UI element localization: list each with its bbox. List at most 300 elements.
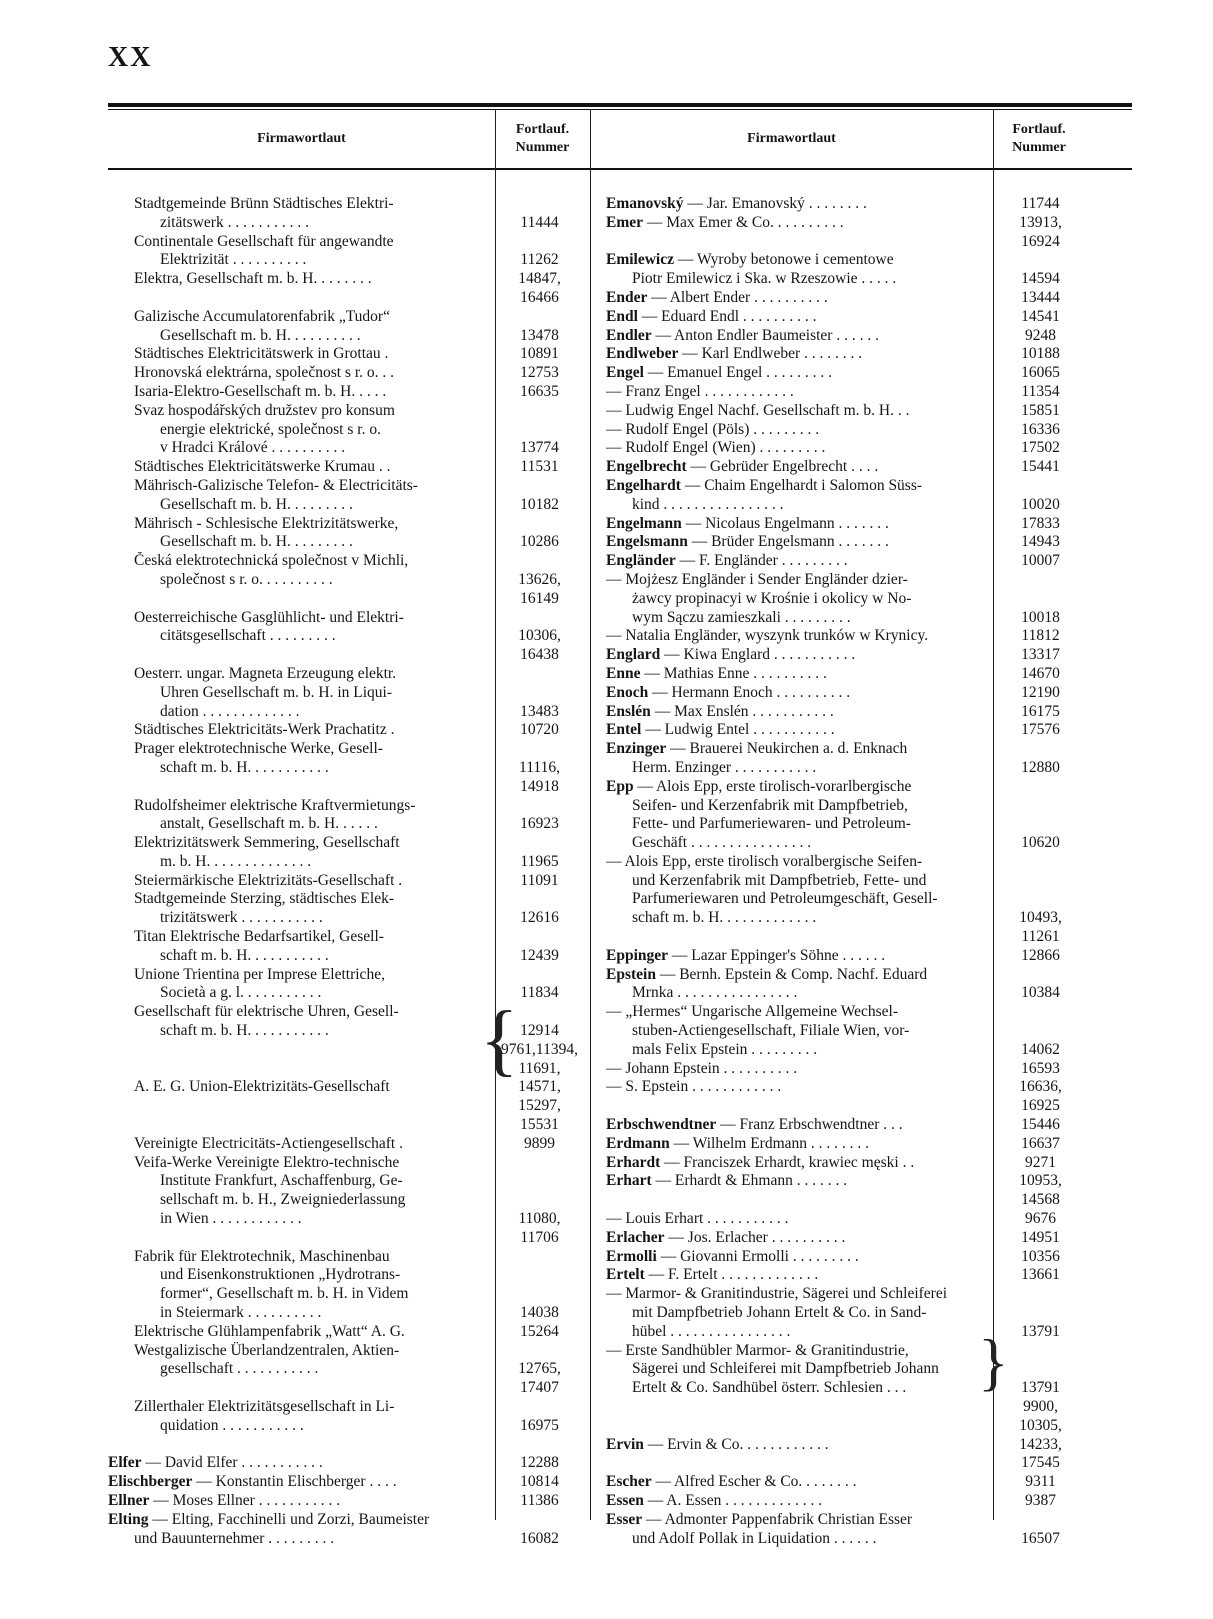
entry-row (606, 289, 1088, 308)
entry-row (606, 1398, 1088, 1417)
entry-row (108, 270, 593, 289)
entry-row (606, 759, 1088, 778)
entry-text: schaft m. b. H. . . . . . . . . . . (160, 946, 329, 964)
entry-text: Sägerei und Schleiferei mit Dampfbetrieb Johann (632, 1360, 939, 1378)
entry-row (606, 1097, 1088, 1116)
entry-row (108, 439, 593, 458)
entry-text: — Rudolf Engel (Wien) . . . . . . . . . (606, 439, 826, 457)
entry-keyword: Emilewicz (606, 251, 675, 269)
entry-text: quidation . . . . . . . . . . . (160, 1416, 304, 1434)
entry-name (606, 1436, 993, 1455)
entry-text: Elektra, Gesellschaft m. b. H. . . . . . . . (134, 270, 372, 288)
entry-number (492, 421, 587, 440)
entry-row (606, 1360, 1088, 1379)
entry-row (606, 1060, 1088, 1079)
entry-text: Hronovská elektrárna, společnost s r. o. . . (134, 364, 394, 382)
entry-number: 10493, (1019, 909, 1062, 927)
entry-name (606, 1323, 993, 1342)
entry-text: former“, Gesellschaft m. b. H. in Videm (160, 1285, 409, 1303)
entry-text: schaft m. b. H. . . . . . . . . . . (160, 1022, 329, 1040)
entry-name (606, 759, 993, 778)
entry-row (108, 1511, 593, 1530)
entry-keyword: Erhardt (606, 1153, 661, 1171)
entry-number: 9899 (524, 1134, 555, 1152)
entry-text: — Gebrüder Engelbrecht . . . . (690, 458, 879, 476)
entry-name (606, 1398, 993, 1417)
entry-name (108, 928, 492, 947)
entry-text: Zillerthaler Elektrizitätsgesellschaft in Li- (134, 1398, 395, 1415)
entry-number (993, 1511, 1088, 1530)
entry-row (606, 966, 1088, 985)
entry-text: Galizische Accumulatorenfabrik „Tudor“ (134, 307, 390, 325)
entry-number: 16636, (1019, 1078, 1062, 1096)
entry-name (108, 703, 492, 722)
entry-row (606, 703, 1088, 722)
entry-number (492, 1342, 587, 1361)
entry-keyword: Enslén (606, 702, 651, 720)
entry-name (606, 1360, 993, 1379)
entry-name (606, 1492, 993, 1511)
entry-number: 13774 (520, 439, 559, 457)
entry-name (606, 345, 993, 364)
entry-name (606, 496, 993, 515)
entry-row (606, 1003, 1088, 1022)
entry-keyword: Epstein (606, 965, 656, 983)
entry-row (108, 853, 593, 872)
entry-name (606, 1172, 993, 1191)
entry-name (108, 251, 492, 270)
entry-text: — Lazar Eppinger's Söhne . . . . . . (671, 946, 886, 964)
entry-text: — Kiwa Englard . . . . . . . . . . . (664, 646, 856, 664)
entry-name (606, 797, 993, 816)
entry-text: společnost s r. o. . . . . . . . . . (160, 570, 333, 588)
entry-name (108, 345, 492, 364)
entry-name (108, 1135, 492, 1154)
entry-text: m. b. H. . . . . . . . . . . . . . (160, 852, 312, 870)
entry-text: Mährisch - Schlesische Elektrizitätswerke, (134, 514, 399, 532)
entry-row (108, 665, 593, 684)
entry-number (492, 515, 587, 534)
entry-text: — Rudolf Engel (Pöls) . . . . . . . . . (606, 420, 820, 438)
brace-aeg: { (480, 996, 519, 1084)
top-rule-thin (108, 109, 1132, 110)
entry-text: — Franciszek Erhardt, krawiec męski . . (664, 1153, 915, 1171)
entry-name (606, 1022, 993, 1041)
entry-text: — Chaim Engelhardt i Salomon Süss- (684, 476, 923, 494)
entry-row (606, 251, 1088, 270)
entry-name (108, 872, 492, 891)
header-nummer-line1: Fortlauf. (515, 122, 570, 137)
entry-number (492, 1154, 587, 1173)
entry-number (993, 251, 1088, 270)
entry-number: 9387 (1025, 1491, 1056, 1509)
entry-row (108, 721, 593, 740)
entry-text: Herm. Enzinger . . . . . . . . . . . (632, 758, 817, 776)
header-nummer-right (993, 112, 1085, 166)
entry-name (606, 251, 993, 270)
entry-number (492, 1398, 587, 1417)
entry-text: — Albert Ender . . . . . . . . . . (651, 288, 828, 306)
entry-row (606, 1078, 1088, 1097)
entry-text: und Bauunternehmer . . . . . . . . . (134, 1529, 335, 1547)
entry-number: 10286 (520, 533, 559, 551)
entry-name (606, 1003, 993, 1022)
entry-text: — Ludwig Engel Nachf. Gesellschaft m. b. H. . . (606, 401, 910, 419)
entry-name (606, 646, 993, 665)
entry-text: żawcy propinacyi w Krośnie i okolicy w No- (632, 589, 912, 607)
entry-text: Elektrische Glühlampenfabrik „Watt“ A. G. (134, 1322, 405, 1340)
entry-name (108, 383, 492, 402)
entry-text: Česká elektrotechnická společnost v Michli, (134, 552, 409, 570)
entry-name (108, 1360, 492, 1379)
entry-keyword: Endlweber (606, 345, 679, 363)
entry-number: 10356 (1021, 1247, 1060, 1265)
entry-number: 10891 (520, 345, 559, 363)
entry-keyword: Elting (108, 1510, 149, 1528)
entry-name (108, 477, 492, 496)
entry-name (606, 515, 993, 534)
entry-text: Gesellschaft m. b. H. . . . . . . . . (160, 533, 353, 551)
entry-text: — Admonter Pappenfabrik Christian Esser (646, 1510, 913, 1528)
entry-row (108, 1172, 593, 1191)
entry-row (606, 1266, 1088, 1285)
entry-text: — Mathias Enne . . . . . . . . . . (644, 664, 827, 682)
entry-number: 12914 (520, 1022, 559, 1040)
entry-keyword: Eppinger (606, 946, 669, 964)
entry-number: 15851 (1021, 401, 1060, 419)
entry-name (108, 289, 492, 308)
header-nummer-left (495, 112, 590, 166)
entry-text: Prager elektrotechnische Werke, Gesell- (134, 740, 383, 758)
entry-text: — „Hermes“ Ungarische Allgemeine Wechsel- (606, 1003, 898, 1021)
page-number: XX (108, 42, 153, 73)
entry-row (606, 383, 1088, 402)
entry-name (606, 1530, 993, 1549)
entry-name (108, 1285, 492, 1304)
entry-name (606, 627, 993, 646)
entry-number: 14541 (1021, 307, 1060, 325)
entry-name (108, 815, 492, 834)
entry-row (606, 233, 1088, 252)
entry-text: schaft m. b. H. . . . . . . . . . . . . (632, 909, 817, 927)
entry-number (993, 1304, 1088, 1323)
entry-text: — Brauerei Neukirchen a. d. Enknach (670, 740, 908, 758)
entry-row (108, 947, 593, 966)
entry-name (606, 1135, 993, 1154)
entry-name (606, 327, 993, 346)
entry-name (108, 1323, 492, 1342)
entry-text: Stadtgemeinde Sterzing, städtisches Elek- (134, 890, 394, 908)
entry-name (606, 1041, 993, 1060)
entry-row (606, 1473, 1088, 1492)
entry-name (108, 1511, 492, 1530)
entry-name (606, 909, 993, 928)
entry-number (492, 665, 587, 684)
entry-text: in Wien . . . . . . . . . . . . (160, 1210, 302, 1228)
entry-row (108, 383, 593, 402)
entry-row (606, 1285, 1088, 1304)
entry-name (606, 383, 993, 402)
entry-name (108, 402, 492, 421)
entry-name (606, 1473, 993, 1492)
entry-text: Parfumeriewaren und Petroleumgeschäft, Gesell- (632, 890, 938, 908)
entry-text: — S. Epstein . . . . . . . . . . . . (606, 1078, 782, 1096)
entry-text: schaft m. b. H. . . . . . . . . . . (160, 758, 329, 776)
entry-number: 10188 (1021, 345, 1060, 363)
entry-number: 12288 (520, 1454, 559, 1472)
entry-number (492, 195, 587, 214)
entry-text: Städtisches Elektricitätswerke Krumau . . (134, 458, 391, 476)
entry-keyword: Ervin (606, 1435, 644, 1453)
entry-name (108, 609, 492, 628)
entry-text: — Anton Endler Baumeister . . . . . . (655, 326, 879, 344)
entry-name (108, 1454, 492, 1473)
entry-row (606, 1116, 1088, 1135)
entry-row (108, 458, 593, 477)
entry-name (108, 966, 492, 985)
entry-row (108, 1417, 593, 1436)
entry-text: Geschäft . . . . . . . . . . . . . . . . (632, 834, 812, 852)
entry-row (606, 345, 1088, 364)
entry-text: — Emanuel Engel . . . . . . . . . (647, 364, 833, 382)
entry-name (108, 947, 492, 966)
entry-keyword: Erlacher (606, 1228, 665, 1246)
entry-number: 12190 (1021, 683, 1060, 701)
entry-number: 10020 (1021, 495, 1060, 513)
header-firmawortlaut-right: Firmawortlaut (747, 131, 836, 146)
entry-name (108, 308, 492, 327)
entry-row (606, 1191, 1088, 1210)
entry-number: 11080, (518, 1210, 561, 1228)
entry-name (108, 1248, 492, 1267)
entry-name (108, 1041, 492, 1060)
entry-text: Elektrizitätswerk Semmering, Gesellschaft (134, 834, 400, 852)
entry-row (606, 665, 1088, 684)
entry-row (606, 1492, 1088, 1511)
entry-keyword: Ertelt (606, 1266, 645, 1284)
entry-row (108, 1266, 593, 1285)
entry-number: 16438 (520, 646, 559, 664)
entry-text: Oesterr. ungar. Magneta Erzeugung elektr. (134, 664, 397, 682)
entry-row (606, 1248, 1088, 1267)
entry-number: 16635 (520, 382, 559, 400)
entry-text: Veifa-Werke Vereinigte Elektro-technische (134, 1153, 400, 1171)
entry-number: 10720 (520, 721, 559, 739)
entry-row (108, 289, 593, 308)
entry-text: — Franz Engel . . . . . . . . . . . . (606, 382, 794, 400)
entry-number (492, 834, 587, 853)
entry-row (108, 778, 593, 797)
entry-number: 15297, (518, 1097, 561, 1115)
entry-text: Società a g. l. . . . . . . . . . . (160, 984, 322, 1002)
entry-text: — F. Ertelt . . . . . . . . . . . . . (648, 1266, 819, 1284)
header-nummer-line2: Nummer (515, 140, 570, 155)
entry-row (606, 872, 1088, 891)
entry-keyword: Emanovský (606, 195, 684, 212)
entry-text: — Konstantin Elischberger . . . . (196, 1473, 397, 1491)
entry-number: 13317 (1021, 646, 1060, 664)
entry-number: 17833 (1021, 514, 1060, 532)
entry-name (108, 627, 492, 646)
entry-row (606, 1041, 1088, 1060)
entry-name (108, 834, 492, 853)
entry-row (108, 571, 593, 590)
entry-number: 11262 (520, 251, 559, 269)
entry-text: — Elting, Facchinelli und Zorzi, Baumeister (152, 1510, 430, 1528)
entry-name (606, 571, 993, 590)
entry-name (606, 402, 993, 421)
entry-keyword: Ermolli (606, 1247, 657, 1265)
entry-keyword: Ellner (108, 1491, 150, 1509)
entry-keyword: Endl (606, 307, 638, 325)
entry-number: 17407 (520, 1379, 559, 1397)
entry-number: 10306, (518, 627, 561, 645)
entry-number: 13791 (1021, 1379, 1060, 1397)
entry-number: 12439 (520, 946, 559, 964)
entry-row (108, 421, 593, 440)
entry-name (606, 1191, 993, 1210)
entry-row (606, 477, 1088, 496)
entry-text: — Alois Epp, erste tirolisch-vorarlbergische (637, 777, 912, 795)
entry-row (108, 759, 593, 778)
header-nummer-line2: Nummer (1012, 140, 1066, 155)
entry-number (492, 1436, 587, 1455)
entry-name (108, 1060, 492, 1079)
entry-number: 11116, (519, 758, 560, 776)
entry-text: Isaria-Elektro-Gesellschaft m. b. H. . . . . (134, 382, 387, 400)
entry-name (606, 477, 993, 496)
entry-text: Unione Trientina per Imprese Elettriche, (134, 965, 385, 983)
entry-number: 11812 (1021, 627, 1060, 645)
entry-number (993, 778, 1088, 797)
entry-number (492, 928, 587, 947)
entry-name (108, 890, 492, 909)
entry-text: — Ervin & Co. . . . . . . . . . . . (647, 1435, 829, 1453)
entry-row (606, 1304, 1088, 1323)
entry-row (108, 590, 593, 609)
entry-name (108, 1304, 492, 1323)
entry-row (606, 552, 1088, 571)
entry-number (993, 797, 1088, 816)
entry-text: — Bernh. Epstein & Comp. Nachf. Eduard (659, 965, 928, 983)
entry-name (606, 458, 993, 477)
entry-number: 16175 (1021, 702, 1060, 720)
entry-number: 11744 (1021, 195, 1060, 212)
entry-text: — Johann Epstein . . . . . . . . . . (606, 1059, 798, 1077)
entry-text: Steiermärkische Elektrizitäts-Gesellschaft . (134, 871, 403, 889)
entry-row (108, 1248, 593, 1267)
entry-row (606, 1229, 1088, 1248)
entry-row (606, 909, 1088, 928)
entry-number: 14594 (1021, 270, 1060, 288)
entry-row (108, 1473, 593, 1492)
entry-number: 11965 (520, 852, 559, 870)
entry-row (606, 1530, 1088, 1549)
entry-row (108, 815, 593, 834)
entry-row (606, 778, 1088, 797)
entry-name (108, 1473, 492, 1492)
entry-number: 11386 (520, 1491, 559, 1509)
entry-row (108, 496, 593, 515)
entry-number (492, 1172, 587, 1191)
entry-name (606, 1248, 993, 1267)
entry-name (606, 721, 993, 740)
entry-keyword: Emer (606, 213, 644, 231)
entry-number (993, 1022, 1088, 1041)
entry-row (606, 1417, 1088, 1436)
entry-name (108, 439, 492, 458)
entry-name (108, 797, 492, 816)
entry-number: 16975 (520, 1416, 559, 1434)
entry-number (492, 1191, 587, 1210)
entry-number (492, 1511, 587, 1530)
entry-text: Elektrizität . . . . . . . . . . (160, 251, 307, 269)
entry-text: — Wilhelm Erdmann . . . . . . . . (673, 1134, 870, 1152)
entry-text: Gesellschaft für elektrische Uhren, Gesell- (134, 1003, 399, 1021)
entry-row (606, 533, 1088, 552)
entry-text: — Marmor- & Granitindustrie, Sägerei und Schleiferei (606, 1285, 948, 1303)
entry-text: hübel . . . . . . . . . . . . . . . . (632, 1322, 791, 1340)
entry-name (606, 684, 993, 703)
entry-name (606, 947, 993, 966)
entry-row (606, 1172, 1088, 1191)
entry-name (606, 740, 993, 759)
entry-text: Ertelt & Co. Sandhübel österr. Schlesien . . . (632, 1379, 907, 1397)
entry-row (108, 364, 593, 383)
entry-text: und Eisenkonstruktionen „Hydrotrans- (160, 1266, 401, 1284)
entry-keyword: Endler (606, 326, 652, 344)
entry-text: — Mojżesz Engländer i Sender Engländer dzier- (606, 570, 908, 588)
entry-name (108, 1417, 492, 1436)
entry-number: 14670 (1021, 664, 1060, 682)
entry-row (606, 1454, 1088, 1473)
entry-row (108, 928, 593, 947)
entry-number (492, 477, 587, 496)
entry-text: Fette- und Parfumeriewaren- und Petroleum- (632, 815, 911, 833)
entry-row (606, 458, 1088, 477)
entry-number: 11691, (518, 1059, 561, 1077)
entry-row (606, 1379, 1088, 1398)
entry-name (606, 364, 993, 383)
entry-row (606, 928, 1088, 947)
entry-name (108, 214, 492, 233)
entry-number: 11091 (520, 871, 559, 889)
entry-name (108, 533, 492, 552)
entry-row (606, 308, 1088, 327)
entry-row (108, 1342, 593, 1361)
entry-number: 13661 (1021, 1266, 1060, 1284)
entry-row (108, 1097, 593, 1116)
entry-number (492, 308, 587, 327)
entry-text: kind . . . . . . . . . . . . . . . . (632, 495, 784, 513)
entry-number: 10620 (1021, 834, 1060, 852)
entry-name (606, 1097, 993, 1116)
entry-number (993, 477, 1088, 496)
entry-row (108, 1304, 593, 1323)
entry-row (108, 872, 593, 891)
entry-row (606, 1154, 1088, 1173)
entry-row (606, 571, 1088, 590)
entry-keyword: Enne (606, 664, 641, 682)
entry-keyword: Engel (606, 364, 644, 382)
entry-number: 14951 (1021, 1228, 1060, 1246)
entry-number: 9761,11394, (501, 1040, 578, 1058)
entry-text: Titan Elektrische Bedarfsartikel, Gesell- (134, 928, 384, 946)
entry-row (606, 609, 1088, 628)
entry-number: 10182 (520, 495, 559, 513)
entry-number: 15441 (1021, 458, 1060, 476)
entry-name (108, 1210, 492, 1229)
